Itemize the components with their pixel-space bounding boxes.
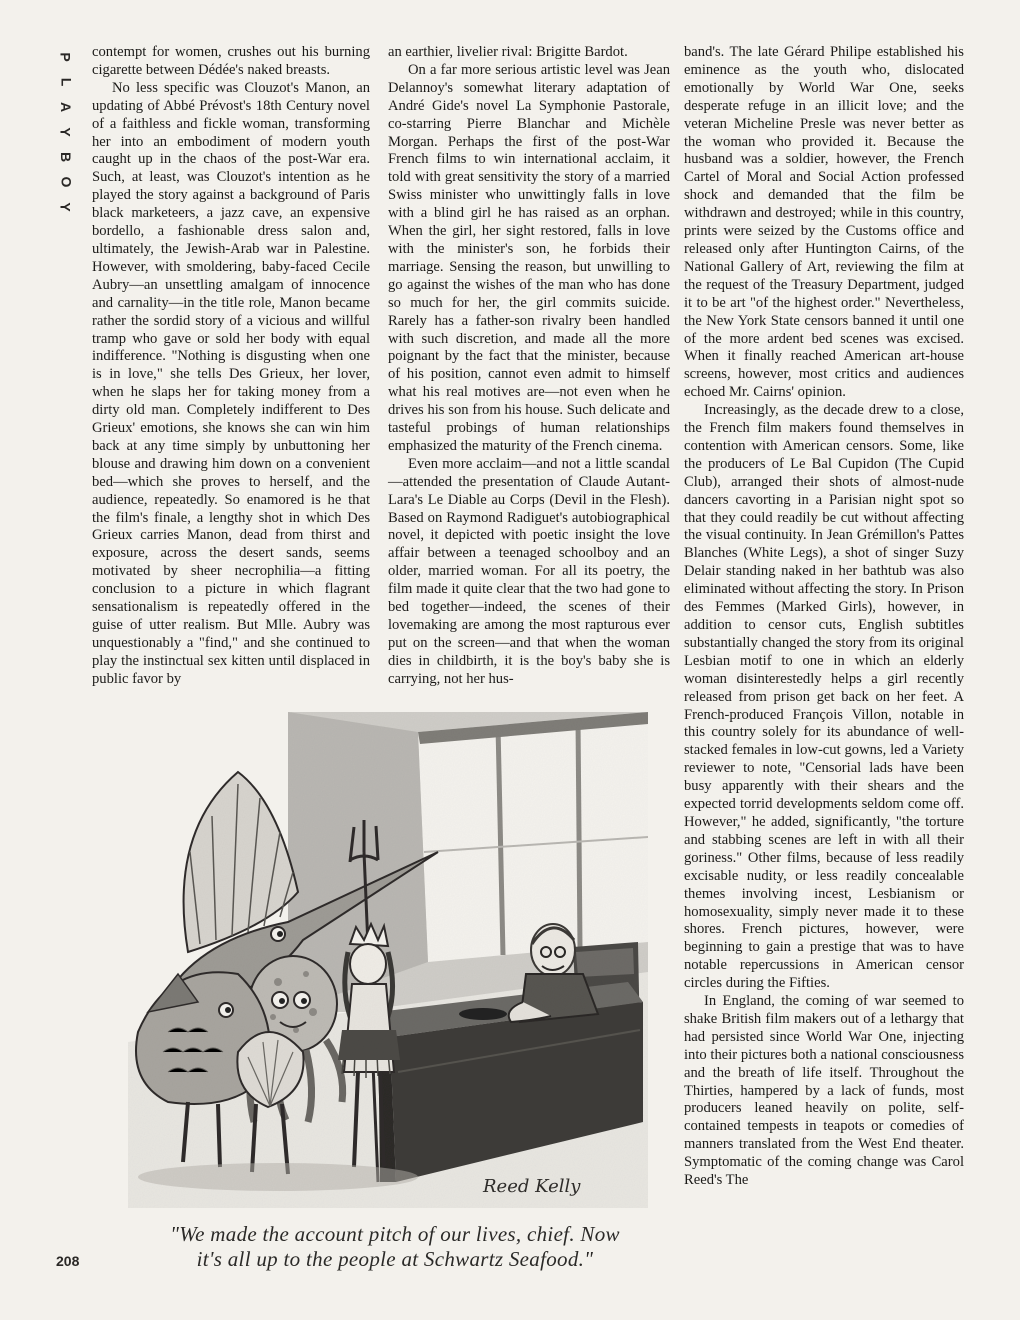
article-column-1	[92, 44, 370, 689]
article-paragraph: Even more acclaim—and not a little scandal—attended the presentation of Claude Autant-Lara's Le Diable au Corps (Devil in the Flesh). Based on Raymond Radiguet's autobiographical novel, it depicted with poetic insight the love affair between a teenaged schoolboy and an older, married woman. For all its poetry, the film made it quite clear that the two had gone to bed together—indeed, the scenes of their lovemaking are among the most rapturous ever put on the screen—and that when the woman dies in childbirth, it is the boy's baby she is carrying, not her hus-	[388, 455, 670, 687]
article-column-2	[388, 44, 670, 689]
article-paragraph: In England, the coming of war seemed to shake British film makers out of a lethargy that had persisted since World War One, injecting into their pictures both a national consciousness and the breath of life itself. Throughout the Thirties, hampered by a lack of funds, most producers leaned heavily on polite, self-contained tempests in teapots or comedies of manners translated from the West End theater. Symptomatic of the coming change was Carol Reed's The	[684, 993, 964, 1189]
side-title-letter: L	[58, 77, 74, 87]
artist-signature: Reed Kelly	[483, 1176, 581, 1197]
article-paragraph: band's. The late Gérard Philipe established his eminence as the youth who, dislocated emotionally by World War One, seeks desperate refuge in an illicit love; and the veteran Micheline Presle was never better as the woman who provided it. Because the husband was a soldier, however, the French Cartel of Moral and Social Action professed shock and demanded that the film be withdrawn and destroyed; while in this country, prints were seized by the Customs office and released only after Huntington Cairns, of the National Gallery of Art, reviewing the film at the request of the Treasury Department, judged it to be art "of the highest order." Nevertheless, the New York State censors banned it until one of the more ardent bed scenes was excised. When it finally reached American art-house screens, however, most critics and audiences echoed Mr. Cairns' opinion.	[684, 44, 964, 401]
article-paragraph: an earthier, livelier rival: Brigitte Bardot.	[388, 44, 628, 60]
article-paragraph: On a far more serious artistic level was Jean Delannoy's somewhat literary adaptation of André Gide's novel La Symphonie Pastorale, co-starring Pierre Blanchar and Michèle Morgan. Perhaps the first of the post-War French films to win international acclaim, it told with great sensitivity the story of a married Swiss minister who unwittingly falls in love with a blind girl he has raised as an orphan. When the girl, her sight restored, falls in love with the minister's son, he forbids their marriage. Sensing the reason, but unwilling to go against the wishes of the man who has done so much for her, the girl commits suicide. Rarely has a father-son rivalry been handled with such discretion, and made all the more poignant by the fact that the minister, because of his position, cannot even admit to himself what his real motives are—not even when he drives his son from his house. Such delicate and tasteful probings of human relationships emphasized the maturity of the French cinema.	[388, 61, 670, 454]
side-title-letter: B	[58, 151, 74, 163]
magazine-side-title	[54, 50, 78, 214]
side-title-letter: A	[58, 101, 74, 113]
side-title-letter: P	[58, 52, 74, 62]
article-column-3	[684, 44, 964, 1190]
page-number: 208	[56, 1253, 80, 1269]
caption-line: it's all up to the people at Schwartz Seafood."	[196, 1247, 594, 1271]
side-title-letter: O	[57, 176, 74, 188]
side-title-letter: Y	[58, 127, 74, 137]
office-window	[418, 712, 648, 962]
article-paragraph: No less specific was Clouzot's Manon, an updating of Abbé Prévost's 18th Century novel of a faithless and fickle woman, transforming her into an embodiment of modern youth caught up in the chaos of the post-War era. Such, at least, was Clouzot's intention as he played the story against a background of Paris black marketeers, a jazz cave, an expensive bordello, a fashionable dress salon and, ultimately, the Jewish-Arab war in Palestine. However, with smoldering, baby-faced Cecile Aubry—an unsettling amalgam of innocence and carnality—in the title role, Manon became rather the sordid story of a vicious and willful tramp who gave or sold her body with equal indifference. "Nothing is disgusting when one is in love," she tells Des Grieux, her lover, when he slaps her for taking money from a dirty old man. Completely indifferent to Des Grieux' emotions, she knows she can win him back at any time simply by unbuttoning her blouse and drawing him down on a convenient bed—which she proves to herself, and the audience, repeatedly. So enamored is he that the film's finale, a lengthy shot in which Des Grieux carries Manon, dead from thirst and exposure, across the desert sands, seems motivated by sheer necrophilia—a fitting conclusion to a picture in which flagrant sensationalism is repeatedly offered in the guise of utter realism. But Mlle. Aubry was unquestionably a "find," and she continued to play the instinctual sex kitten until displaced in public favor by	[92, 79, 370, 687]
desk-ashtray	[459, 1008, 507, 1020]
cartoon-caption	[135, 1222, 655, 1272]
caption-line: "We made the account pitch of our lives, chief. Now	[170, 1222, 620, 1246]
side-title-letter: Y	[58, 202, 74, 212]
article-paragraph: contempt for women, crushes out his burning cigarette between Dédée's naked breasts.	[92, 44, 370, 78]
article-paragraph: Increasingly, as the decade drew to a close, the French film makers found themselves in contention with American censors. Some, like the producers of Le Bal Cupidon (The Cupid Club), arranged their shots of almost-nude dancers cavorting in a Parisian night spot so that they could readily be cut without affecting the visual continuity. In Jean Grémillon's Pattes Blanches (White Legs), a shot of singer Suzy Delair standing naked in her bathtub was also eliminated without affecting the story. In Prison des Femmes (Marked Girls), however, in addition to censor cuts, English subtitles substantially changed the story from its original Lesbian motif to one in which an elderly woman disinterestedly helps a girl recently released from prison get back on her feet. A French-produced François Villon, notable in this country solely for its abundance of well-stacked females in low-cut gowns, led a Variety reviewer to note, "Censorial lads have been busy apparently with their shears and the expected torrid developments seldom come off. However," he added, significantly, "the torture and stabbing scenes are left in with all their goriness." Other films, because of less readily excisable nudity, or less readily concealable themes involving incest, Lesbianism or homosexuality, simply never made it to these shores. French pictures, however, were beginning to gain a prestige that was to have notable repercussions in American censor circles during the Fifties.	[684, 402, 964, 992]
cartoon-illustration	[128, 712, 648, 1208]
cartoon-drawing	[128, 712, 648, 1208]
